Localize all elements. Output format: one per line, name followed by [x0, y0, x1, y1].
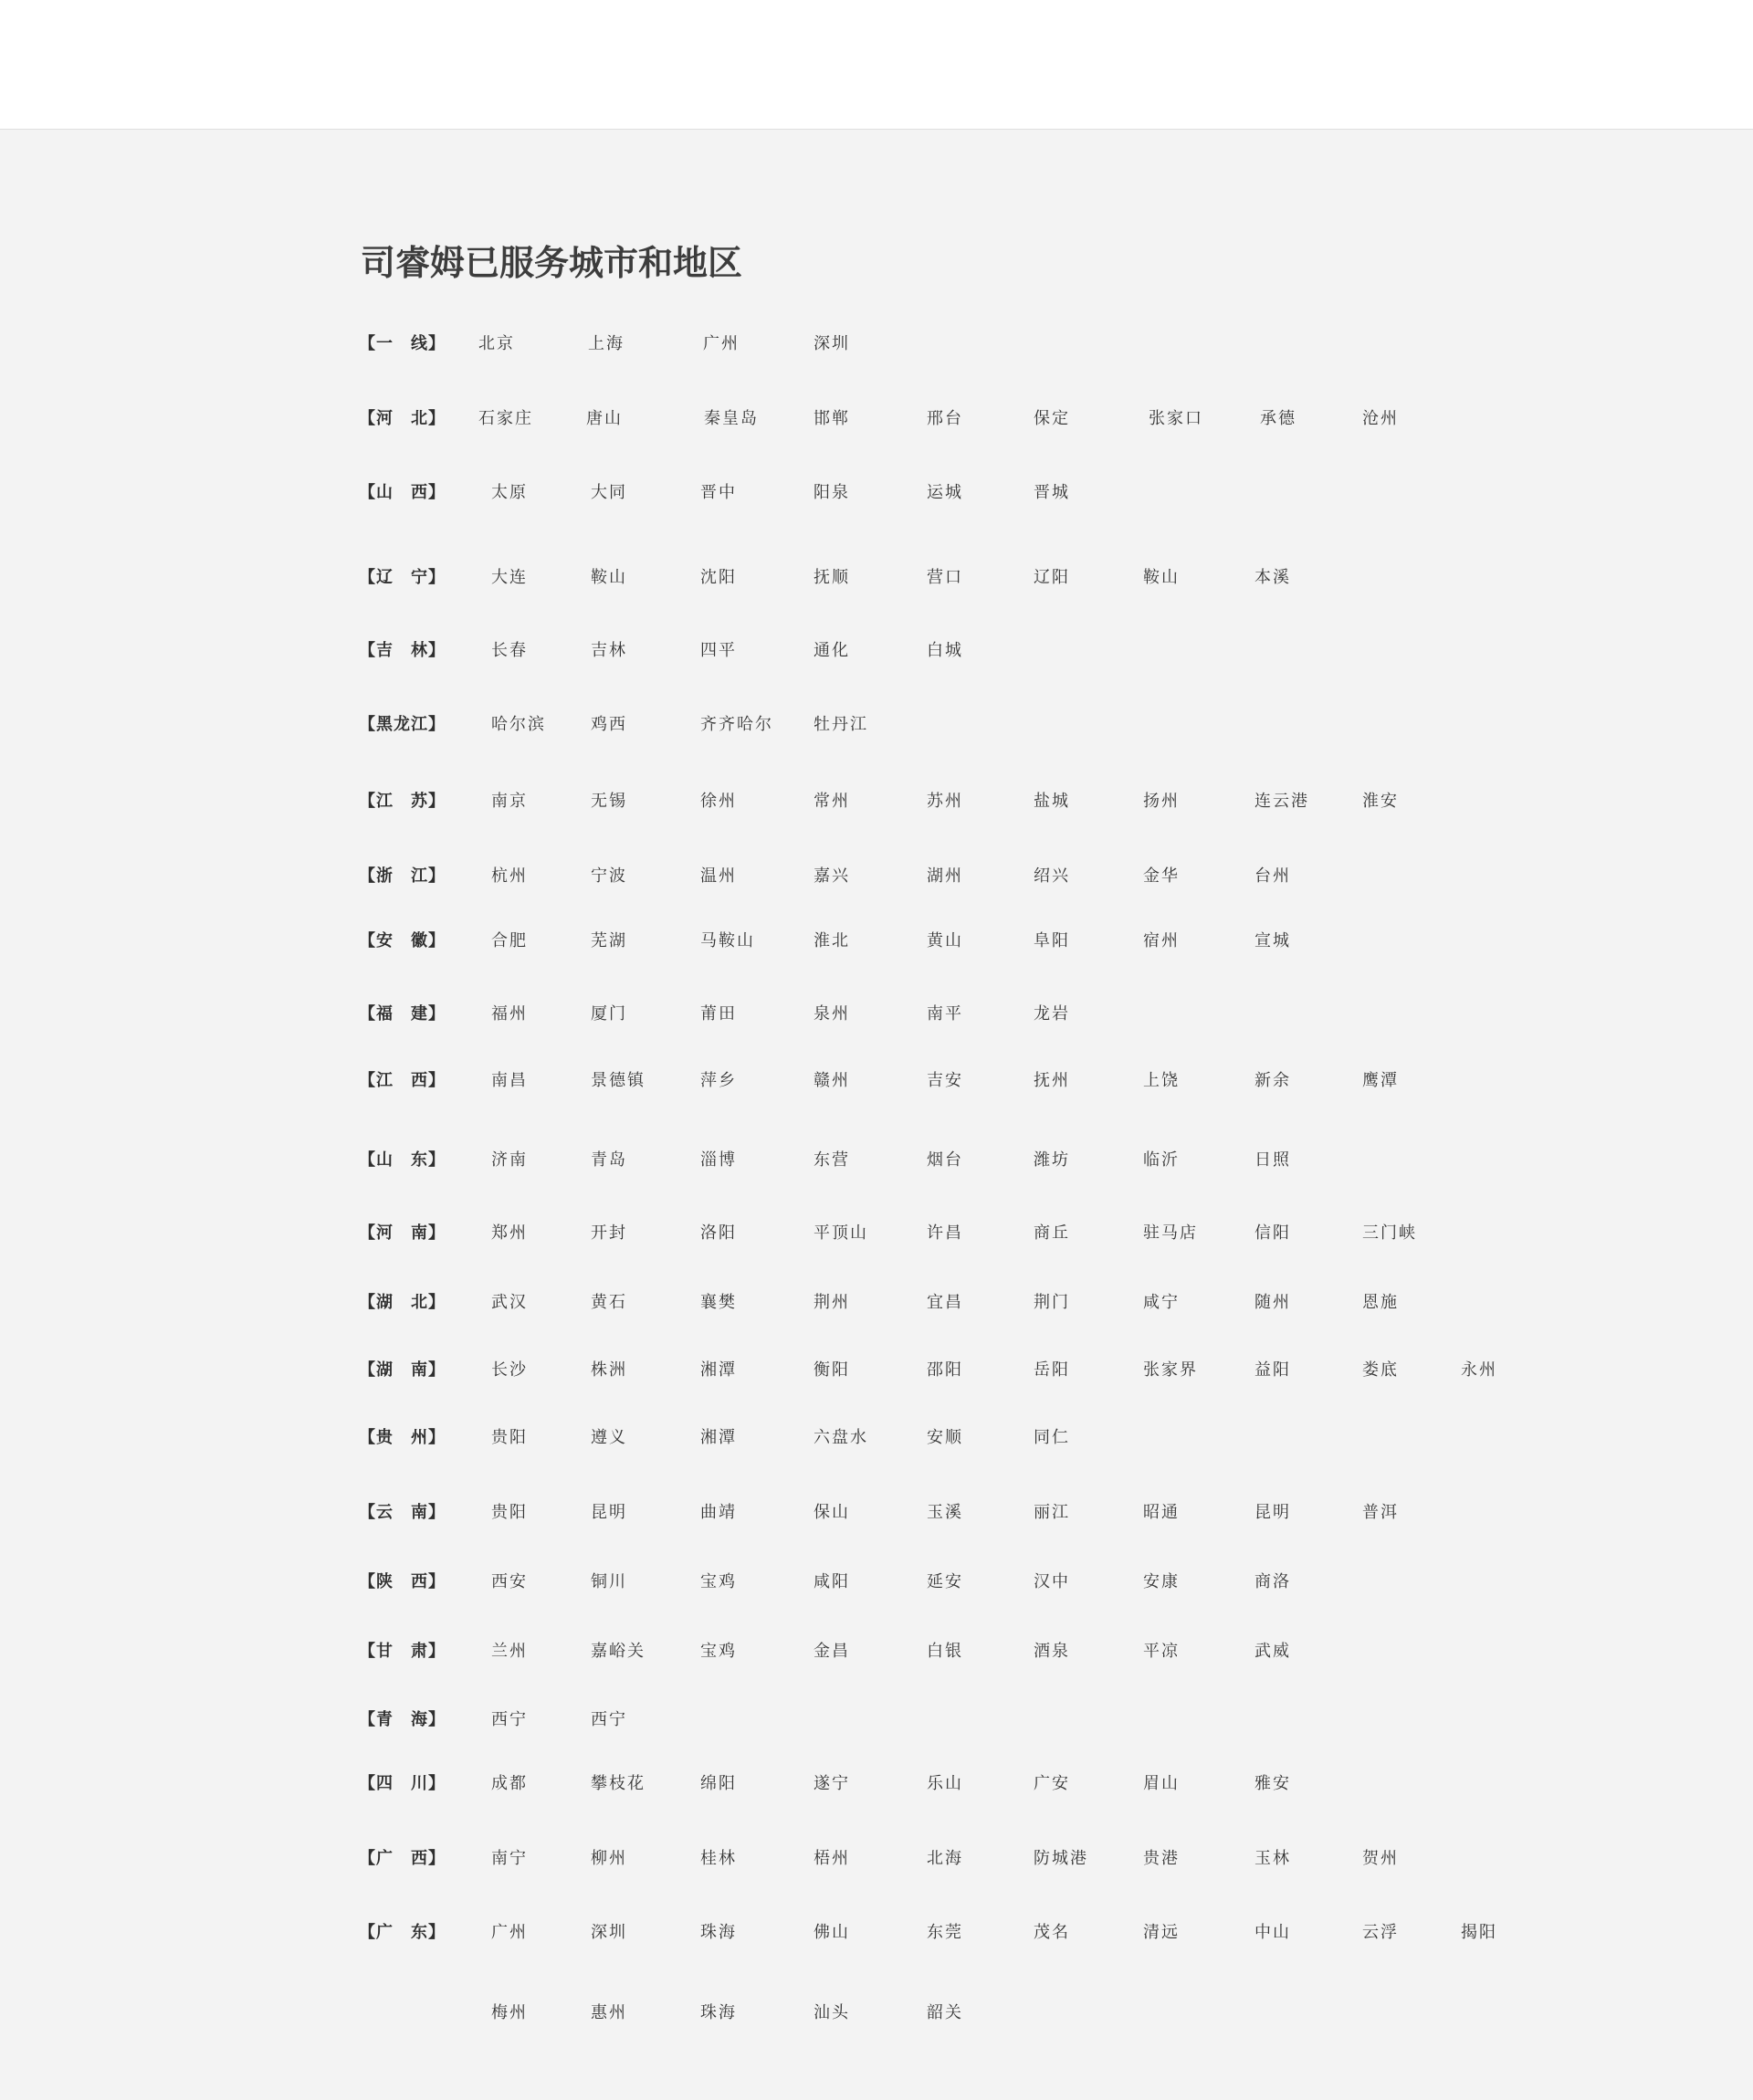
city-link[interactable]: 茂名: [1034, 1923, 1070, 1942]
city-link[interactable]: 武威: [1254, 1642, 1291, 1661]
city-link[interactable]: 新余: [1254, 1071, 1291, 1090]
city-link[interactable]: 铜川: [591, 1572, 627, 1591]
city-link[interactable]: 太原: [491, 483, 528, 502]
city-link[interactable]: 随州: [1254, 1293, 1291, 1312]
city-link[interactable]: 揭阳: [1461, 1923, 1497, 1942]
city-link[interactable]: 深圳: [814, 334, 850, 353]
city-link[interactable]: 宣城: [1254, 931, 1291, 950]
city-link[interactable]: 湘潭: [700, 1360, 737, 1380]
city-link[interactable]: 运城: [927, 483, 963, 502]
city-link[interactable]: 嘉兴: [814, 866, 850, 886]
city-link[interactable]: 青岛: [591, 1150, 627, 1170]
city-link[interactable]: 成都: [491, 1774, 528, 1793]
city-link[interactable]: 曲靖: [700, 1503, 737, 1522]
city-link[interactable]: 福州: [491, 1004, 528, 1024]
city-link[interactable]: 宝鸡: [700, 1572, 737, 1591]
city-link[interactable]: 防城港: [1034, 1849, 1088, 1868]
region-label: 【江 苏】: [359, 792, 446, 811]
city-link[interactable]: 保山: [814, 1503, 850, 1522]
city-link[interactable]: 徐州: [700, 792, 737, 811]
city-link[interactable]: 襄樊: [700, 1293, 737, 1312]
city-link[interactable]: 郑州: [491, 1223, 528, 1243]
city-link[interactable]: 中山: [1254, 1923, 1291, 1942]
region-label: 【吉 林】: [359, 641, 446, 660]
city-link[interactable]: 恩施: [1362, 1293, 1399, 1312]
city-link[interactable]: 长春: [491, 641, 528, 660]
city-link[interactable]: 咸宁: [1143, 1293, 1180, 1312]
region-row: [0, 863, 1753, 890]
city-link[interactable]: 永州: [1461, 1360, 1497, 1380]
city-link[interactable]: 普洱: [1362, 1503, 1399, 1522]
city-link[interactable]: 白银: [927, 1642, 963, 1661]
city-link[interactable]: 六盘水: [814, 1428, 868, 1447]
city-link[interactable]: 南昌: [491, 1071, 528, 1090]
city-link[interactable]: 通化: [814, 641, 850, 660]
city-link[interactable]: 湖州: [927, 866, 963, 886]
city-link[interactable]: 赣州: [814, 1071, 850, 1090]
city-link[interactable]: 杭州: [491, 866, 528, 886]
region-label: 【福 建】: [359, 1004, 446, 1024]
region-row: [0, 331, 1753, 358]
region-row: [0, 1001, 1753, 1028]
region-label: 【湖 南】: [359, 1360, 446, 1380]
city-link[interactable]: 遵义: [591, 1428, 627, 1447]
region-label: 【安 徽】: [359, 931, 446, 950]
city-link[interactable]: 台州: [1254, 866, 1291, 886]
city-link[interactable]: 洛阳: [700, 1223, 737, 1243]
city-link[interactable]: 荆门: [1034, 1293, 1070, 1312]
city-link[interactable]: 鞍山: [591, 568, 627, 587]
city-link[interactable]: 贺州: [1362, 1849, 1399, 1868]
region-label: 【江 西】: [359, 1071, 446, 1090]
city-link[interactable]: 许昌: [927, 1223, 963, 1243]
region-label: 【广 西】: [359, 1849, 446, 1868]
city-link[interactable]: 上饶: [1143, 1071, 1180, 1090]
city-link[interactable]: 绵阳: [700, 1774, 737, 1793]
city-link[interactable]: 宝鸡: [700, 1642, 737, 1661]
region-label: 【四 川】: [359, 1774, 446, 1793]
city-link[interactable]: 营口: [927, 568, 963, 587]
region-row: [0, 1638, 1753, 1665]
city-link[interactable]: 南京: [491, 792, 528, 811]
city-link[interactable]: 保定: [1034, 409, 1070, 428]
city-link[interactable]: 萍乡: [700, 1071, 737, 1090]
city-link[interactable]: 清远: [1143, 1923, 1180, 1942]
region-row: [0, 788, 1753, 815]
region-label: 【浙 江】: [359, 866, 446, 886]
city-link[interactable]: 安顺: [927, 1428, 963, 1447]
region-row: [0, 1357, 1753, 1384]
city-link[interactable]: 牡丹江: [814, 715, 868, 734]
region-label: 【河 北】: [359, 409, 446, 428]
city-link[interactable]: 湘潭: [700, 1428, 737, 1447]
city-link[interactable]: 张家口: [1149, 409, 1203, 428]
city-link[interactable]: 株洲: [591, 1360, 627, 1380]
city-link[interactable]: 珠海: [700, 2003, 737, 2022]
region-label: 【湖 北】: [359, 1293, 446, 1312]
city-link[interactable]: 日照: [1254, 1150, 1291, 1170]
city-link[interactable]: 无锡: [591, 792, 627, 811]
city-link[interactable]: 驻马店: [1143, 1223, 1198, 1243]
city-link[interactable]: 晋中: [700, 483, 737, 502]
city-link[interactable]: 石家庄: [478, 409, 533, 428]
city-link[interactable]: 秦皇岛: [704, 409, 759, 428]
region-row: [0, 564, 1753, 592]
city-link[interactable]: 唐山: [586, 409, 623, 428]
city-link[interactable]: 益阳: [1254, 1360, 1291, 1380]
city-link[interactable]: 金昌: [814, 1642, 850, 1661]
city-link[interactable]: 韶关: [927, 2003, 963, 2022]
city-link[interactable]: 本溪: [1254, 568, 1291, 587]
city-link[interactable]: 金华: [1143, 866, 1180, 886]
city-link[interactable]: 淮北: [814, 931, 850, 950]
region-label: 【云 南】: [359, 1503, 446, 1522]
city-link[interactable]: 张家界: [1143, 1360, 1198, 1380]
region-row: [0, 1919, 1753, 1947]
region-label: 【陕 西】: [359, 1572, 446, 1591]
city-link[interactable]: 梅州: [491, 2003, 528, 2022]
city-link[interactable]: 黄石: [591, 1293, 627, 1312]
region-label: 【山 东】: [359, 1150, 446, 1170]
city-link[interactable]: 淮安: [1362, 792, 1399, 811]
city-link[interactable]: 盐城: [1034, 792, 1070, 811]
city-link[interactable]: 广州: [491, 1923, 528, 1942]
city-link[interactable]: 广州: [703, 334, 740, 353]
region-row: [0, 1569, 1753, 1596]
service-area-section: [0, 130, 1753, 2100]
city-link[interactable]: 阳泉: [814, 483, 850, 502]
city-link[interactable]: 辽阳: [1034, 568, 1070, 587]
city-link[interactable]: 开封: [591, 1223, 627, 1243]
city-link[interactable]: 景德镇: [591, 1071, 646, 1090]
city-link[interactable]: 嘉峪关: [591, 1642, 646, 1661]
city-link[interactable]: 惠州: [591, 2003, 627, 2022]
city-link[interactable]: 信阳: [1254, 1223, 1291, 1243]
region-label: 【一 线】: [359, 334, 446, 353]
city-link[interactable]: 潍坊: [1034, 1150, 1070, 1170]
city-link[interactable]: 合肥: [491, 931, 528, 950]
region-row: [0, 711, 1753, 739]
city-link[interactable]: 鹰潭: [1362, 1071, 1399, 1090]
city-link[interactable]: 乐山: [927, 1774, 963, 1793]
city-link[interactable]: 平顶山: [814, 1223, 868, 1243]
city-link[interactable]: 鸡西: [591, 715, 627, 734]
region-label: 【辽 宁】: [359, 568, 446, 587]
region-label: 【广 东】: [359, 1923, 446, 1942]
city-link[interactable]: 商丘: [1034, 1223, 1070, 1243]
city-link[interactable]: 同仁: [1034, 1428, 1070, 1447]
city-link[interactable]: 莆田: [700, 1004, 737, 1024]
city-link[interactable]: 东营: [814, 1150, 850, 1170]
city-link[interactable]: 丽江: [1034, 1503, 1070, 1522]
city-link[interactable]: 常州: [814, 792, 850, 811]
city-link[interactable]: 上海: [588, 334, 625, 353]
city-link[interactable]: 北海: [927, 1849, 963, 1868]
region-label: 【山 西】: [359, 483, 446, 502]
city-link[interactable]: 延安: [927, 1572, 963, 1591]
city-link[interactable]: 娄底: [1362, 1360, 1399, 1380]
city-link[interactable]: 哈尔滨: [491, 715, 546, 734]
city-link[interactable]: 三门峡: [1362, 1223, 1417, 1243]
city-link[interactable]: 宜昌: [927, 1293, 963, 1312]
city-link[interactable]: 临沂: [1143, 1150, 1180, 1170]
city-link[interactable]: 广安: [1034, 1774, 1070, 1793]
city-link[interactable]: 昆明: [591, 1503, 627, 1522]
city-link[interactable]: 云浮: [1362, 1923, 1399, 1942]
city-link[interactable]: 烟台: [927, 1150, 963, 1170]
city-link[interactable]: 马鞍山: [700, 931, 755, 950]
city-link[interactable]: 长沙: [491, 1360, 528, 1380]
region-label: 【青 海】: [359, 1710, 446, 1729]
city-link[interactable]: 西安: [491, 1572, 528, 1591]
city-link[interactable]: 吉安: [927, 1071, 963, 1090]
city-link[interactable]: 柳州: [591, 1849, 627, 1868]
city-link[interactable]: 雅安: [1254, 1774, 1291, 1793]
region-label: 【贵 州】: [359, 1428, 446, 1447]
city-link[interactable]: 吉林: [591, 641, 627, 660]
city-link[interactable]: 梧州: [814, 1849, 850, 1868]
city-link[interactable]: 齐齐哈尔: [700, 715, 773, 734]
city-link[interactable]: 鞍山: [1143, 568, 1180, 587]
city-link[interactable]: 南宁: [491, 1849, 528, 1868]
region-row: [0, 2000, 1753, 2027]
region-label: 【黑龙江】: [359, 715, 446, 734]
region-row: [0, 1770, 1753, 1798]
region-row: [0, 405, 1753, 433]
city-link[interactable]: 东莞: [927, 1923, 963, 1942]
city-link[interactable]: 邢台: [927, 409, 963, 428]
city-link[interactable]: 酒泉: [1034, 1642, 1070, 1661]
city-link[interactable]: 兰州: [491, 1642, 528, 1661]
region-row: [0, 637, 1753, 665]
city-link[interactable]: 绍兴: [1034, 866, 1070, 886]
city-link[interactable]: 北京: [478, 334, 515, 353]
city-link[interactable]: 沈阳: [700, 568, 737, 587]
city-link[interactable]: 西宁: [591, 1710, 627, 1729]
city-link[interactable]: 桂林: [700, 1849, 737, 1868]
city-link[interactable]: 昆明: [1254, 1503, 1291, 1522]
city-link[interactable]: 贵阳: [491, 1428, 528, 1447]
city-link[interactable]: 宿州: [1143, 931, 1180, 950]
city-link[interactable]: 昭通: [1143, 1503, 1180, 1522]
city-link[interactable]: 商洛: [1254, 1572, 1291, 1591]
city-link[interactable]: 安康: [1143, 1572, 1180, 1591]
city-link[interactable]: 苏州: [927, 792, 963, 811]
city-link[interactable]: 晋城: [1034, 483, 1070, 502]
city-link[interactable]: 平凉: [1143, 1642, 1180, 1661]
city-link[interactable]: 贵阳: [491, 1503, 528, 1522]
city-link[interactable]: 四平: [700, 641, 737, 660]
city-link[interactable]: 淄博: [700, 1150, 737, 1170]
city-link[interactable]: 济南: [491, 1150, 528, 1170]
city-link[interactable]: 大同: [591, 483, 627, 502]
region-row: [0, 1067, 1753, 1095]
city-link[interactable]: 龙岩: [1034, 1004, 1070, 1024]
city-link[interactable]: 邯郸: [814, 409, 850, 428]
city-link[interactable]: 攀枝花: [591, 1774, 646, 1793]
region-row: [0, 1424, 1753, 1452]
city-link[interactable]: 芜湖: [591, 931, 627, 950]
city-link[interactable]: 珠海: [700, 1923, 737, 1942]
city-link[interactable]: 汉中: [1034, 1572, 1070, 1591]
city-link[interactable]: 衡阳: [814, 1360, 850, 1380]
city-link[interactable]: 深圳: [591, 1923, 627, 1942]
city-link[interactable]: 黄山: [927, 931, 963, 950]
city-link[interactable]: 南平: [927, 1004, 963, 1024]
city-link[interactable]: 玉溪: [927, 1503, 963, 1522]
region-row: [0, 479, 1753, 507]
city-link[interactable]: 咸阳: [814, 1572, 850, 1591]
city-link[interactable]: 宁波: [591, 866, 627, 886]
region-row: [0, 1147, 1753, 1174]
city-link[interactable]: 大连: [491, 568, 528, 587]
city-link[interactable]: 阜阳: [1034, 931, 1070, 950]
city-link[interactable]: 玉林: [1254, 1849, 1291, 1868]
city-link[interactable]: 邵阳: [927, 1360, 963, 1380]
city-link[interactable]: 厦门: [591, 1004, 627, 1024]
city-link[interactable]: 连云港: [1254, 792, 1309, 811]
region-label: 【甘 肃】: [359, 1642, 446, 1661]
city-link[interactable]: 佛山: [814, 1923, 850, 1942]
city-link[interactable]: 汕头: [814, 2003, 850, 2022]
region-row: [0, 1845, 1753, 1873]
city-link[interactable]: 泉州: [814, 1004, 850, 1024]
city-link[interactable]: 岳阳: [1034, 1360, 1070, 1380]
city-link[interactable]: 白城: [927, 641, 963, 660]
city-link[interactable]: 武汉: [491, 1293, 528, 1312]
city-link[interactable]: 贵港: [1143, 1849, 1180, 1868]
city-link[interactable]: 扬州: [1143, 792, 1180, 811]
region-row: [0, 1289, 1753, 1317]
city-link[interactable]: 抚顺: [814, 568, 850, 587]
city-link[interactable]: 抚州: [1034, 1071, 1070, 1090]
region-row: [0, 1706, 1753, 1734]
city-link[interactable]: 西宁: [491, 1710, 528, 1729]
city-link[interactable]: 温州: [700, 866, 737, 886]
region-row: [0, 928, 1753, 955]
top-header-bar: [0, 0, 1753, 130]
region-row: [0, 1220, 1753, 1247]
city-link[interactable]: 承德: [1260, 409, 1296, 428]
region-row: [0, 1499, 1753, 1527]
region-label: 【河 南】: [359, 1223, 446, 1243]
city-link[interactable]: 眉山: [1143, 1774, 1180, 1793]
city-link[interactable]: 遂宁: [814, 1774, 850, 1793]
city-link[interactable]: 沧州: [1362, 409, 1399, 428]
city-link[interactable]: 荆州: [814, 1293, 850, 1312]
page-title: 司睿姆已服务城市和地区: [361, 243, 743, 283]
